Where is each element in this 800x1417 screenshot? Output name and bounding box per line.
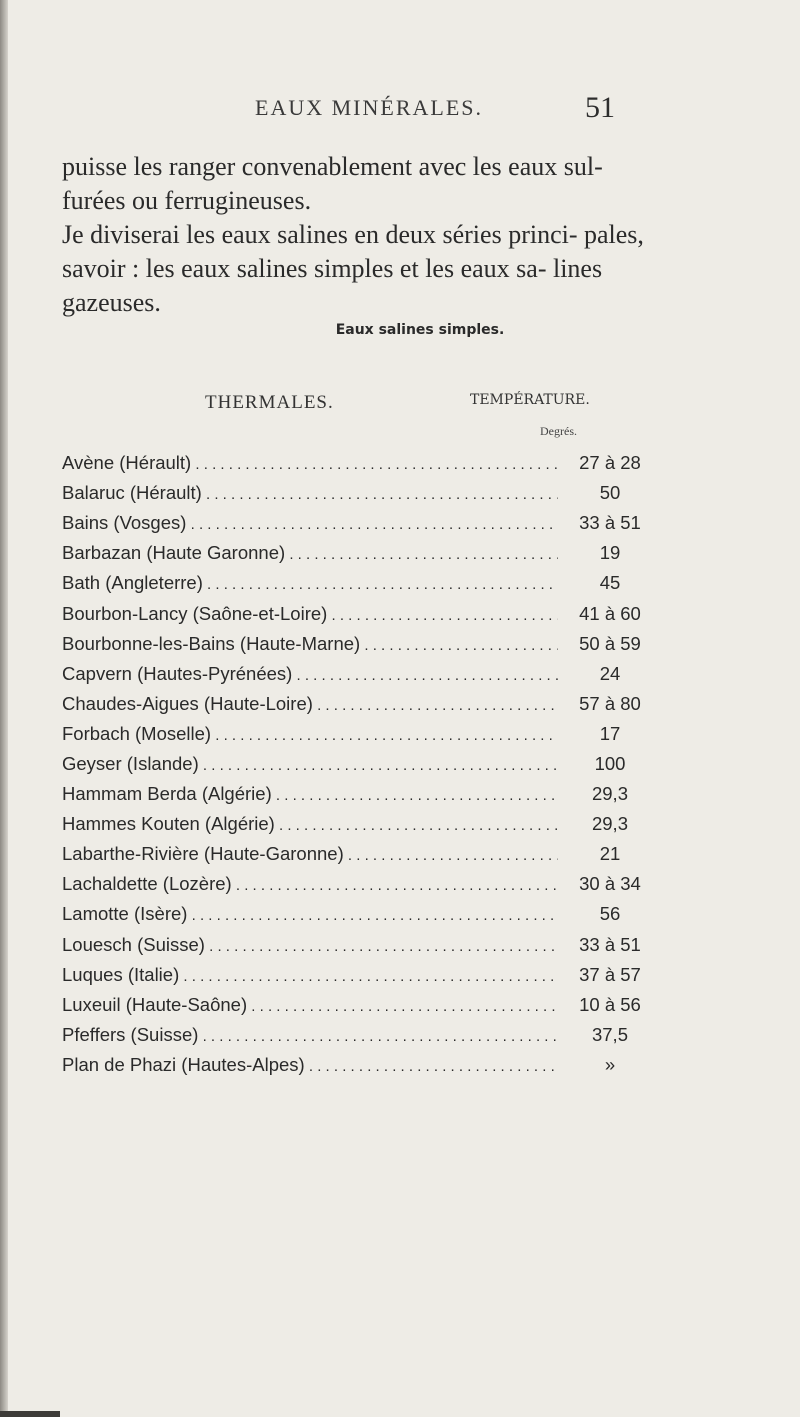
spring-temperature: 19 xyxy=(599,542,621,564)
spring-temperature: 37,5 xyxy=(591,1023,628,1045)
spring-name: Bains (Vosges) . . . xyxy=(62,512,558,534)
spring-name: Bath (Angleterre) . . . xyxy=(62,572,558,594)
spring-temperature: 29,3 xyxy=(591,783,628,805)
spring-temperature: 29,3 xyxy=(591,813,628,835)
spring-name: Luxeuil (Haute-Saône) . . . xyxy=(62,994,558,1016)
spring-temperature: 21 xyxy=(599,843,621,865)
table-row xyxy=(62,568,662,598)
spring-temperature: 24 xyxy=(599,662,621,684)
table-row xyxy=(62,598,662,628)
intro-paragraph-1: puisse les ranger convenablement avec les eaux sul- furées ou ferrugineuses. xyxy=(62,152,603,215)
page-corner-shadow xyxy=(0,1411,60,1417)
spring-name: Chaudes-Aigues (Haute-Loire) . . . xyxy=(62,693,558,715)
spring-name: Barbazan (Haute Garonne) . . . xyxy=(62,542,558,564)
spring-temperature: 56 xyxy=(599,903,621,925)
page-binding-edge xyxy=(0,0,8,1417)
spring-name: Pfeffers (Suisse) . . . xyxy=(62,1024,558,1046)
spring-temperature: 37 à 57 xyxy=(579,963,641,985)
spring-temperature: 57 à 80 xyxy=(579,692,641,714)
spring-temperature: 30 à 34 xyxy=(579,873,641,895)
spring-temperature: 100 xyxy=(594,752,626,774)
spring-name: Geyser (Islande) . . . xyxy=(62,753,558,775)
table-row xyxy=(62,719,662,749)
spring-temperature: 10 à 56 xyxy=(579,993,641,1015)
table-row xyxy=(62,839,662,869)
table-row xyxy=(62,1020,662,1050)
spring-name: Plan de Phazi (Hautes-Alpes) . . . xyxy=(62,1054,558,1076)
table-row xyxy=(62,478,662,508)
spring-temperature: 33 à 51 xyxy=(579,512,641,534)
spring-name: Hammam Berda (Algérie) . . . xyxy=(62,783,558,805)
spring-name: Lamotte (Isère) . . . xyxy=(62,903,558,925)
column-unit-degres: Degrés. xyxy=(540,424,577,438)
table-row xyxy=(62,899,662,929)
spring-temperature: 50 xyxy=(599,482,621,504)
table-row xyxy=(62,689,662,719)
spring-name: Avène (Hérault) . . . xyxy=(62,452,558,474)
table-row xyxy=(62,809,662,839)
spring-name: Forbach (Moselle) . . . xyxy=(62,723,558,745)
table-row xyxy=(62,869,662,899)
section-heading: Eaux salines simples. xyxy=(335,322,505,338)
table-row xyxy=(62,659,662,689)
spring-temperature: 17 xyxy=(599,722,621,744)
spring-name: Hammes Kouten (Algérie) . . . xyxy=(62,813,558,835)
spring-temperature: 41 à 60 xyxy=(579,602,641,624)
column-header-thermales: THERMALES. xyxy=(205,392,334,413)
spring-temperature: » xyxy=(604,1053,616,1075)
spring-name: Lachaldette (Lozère) . . . xyxy=(62,873,558,895)
table-row xyxy=(62,779,662,809)
spring-name: Capvern (Hautes-Pyrénées) . . . xyxy=(62,663,558,685)
table-row xyxy=(62,960,662,990)
spring-temperature: 50 à 59 xyxy=(579,632,641,654)
table-row xyxy=(62,930,662,960)
table-row xyxy=(62,538,662,568)
spring-temperature: 33 à 51 xyxy=(579,933,641,955)
spring-name: Balaruc (Hérault) . . . xyxy=(62,482,558,504)
springs-table xyxy=(62,448,662,1080)
table-row xyxy=(62,508,662,538)
table-row xyxy=(62,448,662,478)
spring-temperature: 45 xyxy=(599,572,621,594)
table-row xyxy=(62,1050,662,1080)
spring-name: Luques (Italie) . . . xyxy=(62,964,558,986)
spring-name: Bourbonne-les-Bains (Haute-Marne) . . . xyxy=(62,633,558,655)
spring-name: Bourbon-Lancy (Saône-et-Loire) . . . xyxy=(62,603,558,625)
table-row xyxy=(62,990,662,1020)
table-row xyxy=(62,629,662,659)
column-header-temperature: TEMPÉRATURE. xyxy=(470,392,590,408)
page-number: 51 xyxy=(585,91,615,124)
table-row xyxy=(62,749,662,779)
running-title: EAUX MINÉRALES. xyxy=(255,95,483,120)
intro-text xyxy=(62,150,652,320)
spring-name: Louesch (Suisse) . . . xyxy=(62,934,558,956)
page-header xyxy=(0,91,800,129)
intro-paragraph-2: Je diviserai les eaux salines en deux séries princi- pales, savoir : les eaux salines simples et les eaux sa- lines gazeuses. xyxy=(62,220,644,317)
spring-temperature: 27 à 28 xyxy=(579,452,641,474)
spring-name: Labarthe-Rivière (Haute-Garonne) . . . xyxy=(62,843,558,865)
